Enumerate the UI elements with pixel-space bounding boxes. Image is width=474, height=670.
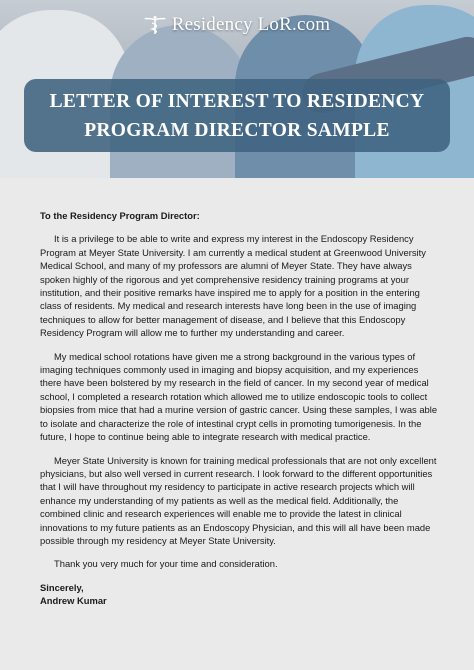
title-line-1: LETTER OF INTEREST TO RESIDENCY (49, 90, 425, 112)
title-banner (24, 79, 450, 152)
salutation: To the Residency Program Director: (40, 210, 200, 221)
letter-paragraph: Thank you very much for your time and consideration. (54, 558, 278, 570)
logo-text: Residency LoR.com (171, 14, 331, 35)
letter-paragraph: Meyer State University is known for training medical professionals that are not only excellent physicians, but also well versed in current research. I look forward to the different opportunities that I will have throughout my residency to participate in active research projects which will enhance my understanding of my patients as well as the medical field. Additionally, the combined clinic and research experiences will enable me to provide the latest in clinical innovations to my future patients as an Endoscopy Physician, and this will all have been made possible through my residency at Meyer State University. (40, 454, 437, 546)
site-logo[interactable] (0, 12, 474, 38)
header-hero-image (0, 0, 474, 178)
page-title (50, 87, 425, 145)
caduceus-logo-icon (144, 15, 166, 35)
letter-body (40, 209, 438, 608)
title-line-2: PROGRAM DIRECTOR SAMPLE (84, 119, 390, 141)
signature-name: Andrew Kumar (40, 595, 107, 607)
letter-paragraph: It is a privilege to be able to write and express my interest in the Endoscopy Residency Program at Meyer State University. I am currently a medical student at Greenwood University Medical School, and many of my professors are alumni of Meyer State. They have always spoken highly of the rigorous and yet comprehensive residency training programs at your institution, and their positive remarks have inspired me to apply for a position in the entering class of residents. My medical and research interests have long been in the use of imaging techniques to allow for better management of disease, and I believe that this Endoscopy Residency Program will allow me to further my understanding and career. (40, 233, 426, 339)
letter-paragraph: My medical school rotations have given me a strong background in the various types of imaging techniques commonly used in imaging and biopsy acquisition, and my experiences there have been bolstered by my research in the field of cancer. In my second year of medical school, I completed a research rotation which allowed me to utilize endoscopic tools to collect biopsies from mice that had a murine version of gastric cancer. Using these samples, I was able to isolate and characterize the role of intestinal crypt cells in promoting tumorigenesis. In the future, I hope to continue being able to integrate research with medical practice. (40, 350, 438, 443)
closing: Sincerely, (40, 581, 84, 593)
